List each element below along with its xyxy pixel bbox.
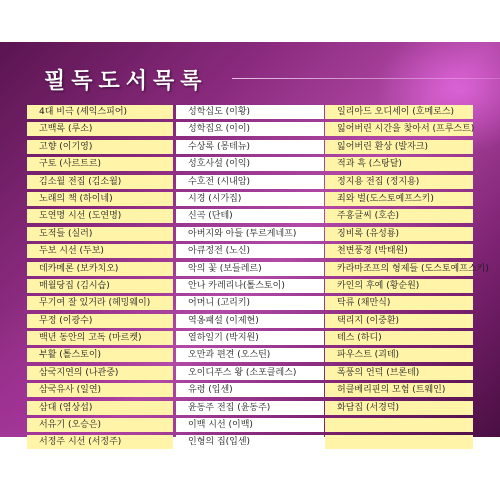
book-item: 삼국유사 (일연) <box>27 383 173 397</box>
book-column-2 <box>176 105 326 453</box>
book-item: 매월당집 (김시습) <box>27 279 173 293</box>
book-item: 정지용 전집 (정지용) <box>325 175 473 189</box>
book-item: 서정주 시선 (서정주) <box>27 435 173 449</box>
book-item: 안나 카레리나(톨스토이) <box>176 279 324 293</box>
book-item <box>325 435 473 449</box>
book-item: 데카메론 (보카치오) <box>27 262 173 276</box>
book-item: 잃어버린 환상 (발자크) <box>325 140 473 154</box>
book-item: 이백 시선 (이백) <box>176 418 324 432</box>
book-item: 서유기 (오승은) <box>27 418 173 432</box>
book-item: 수호전 (시내암) <box>176 175 324 189</box>
book-item <box>325 418 473 432</box>
book-item: 유령 (입센) <box>176 383 324 397</box>
book-item: 성학십도 (이황) <box>176 105 324 119</box>
title-divider <box>232 78 500 79</box>
book-item: 징비록 (유성룡) <box>325 227 473 241</box>
book-item: 적과 흑 (스탕달) <box>325 157 473 171</box>
book-column-1 <box>27 105 177 453</box>
book-item: 역옹패설 (이제현) <box>176 314 324 328</box>
book-item: 악의 꽃 (보들레르) <box>176 262 324 276</box>
book-item: 고백록 (루소) <box>27 122 173 136</box>
book-item: 일리아드 오디세이 (호메로스) <box>325 105 473 119</box>
page-title: 필독도서목록 <box>44 69 208 94</box>
book-item: 4대 비극 (셰익스피어) <box>27 105 173 119</box>
book-item: 화담집 (서경덕) <box>325 401 473 415</box>
book-item: 테스 (하디) <box>325 331 473 345</box>
book-item: 구토 (사르트르) <box>27 157 173 171</box>
booklist-poster <box>0 42 500 448</box>
book-column-3 <box>325 105 489 453</box>
book-item: 삼국지연의 (나관중) <box>27 366 173 380</box>
book-item: 허클베리핀의 모험 (트웨인) <box>325 383 473 397</box>
book-item: 백년 동안의 고독 (마르켓) <box>27 331 173 345</box>
book-item: 노래의 책 (하이네) <box>27 192 173 206</box>
book-item: 무기여 잘 있거라 (헤밍웨이) <box>27 296 173 310</box>
book-item: 파우스트 (괴테) <box>325 348 473 362</box>
book-item: 오이디푸스 왕 (소포클레스) <box>176 366 324 380</box>
book-item: 부활 (톨스토이) <box>27 348 173 362</box>
book-item: 어머니 (고리키) <box>176 296 324 310</box>
book-item: 아버지와 아들 (투르게네프) <box>176 227 324 241</box>
book-item: 무정 (이광수) <box>27 314 173 328</box>
book-item: 수상록 (몽테뉴) <box>176 140 324 154</box>
book-item: 주홍글씨 (호손) <box>325 209 473 223</box>
book-item: 탁류 (채만식) <box>325 296 473 310</box>
book-item: 잃어버린 시간을 찾아서 (프루스트) <box>325 122 473 136</box>
book-item: 시경 (시가집) <box>176 192 324 206</box>
book-item: 신곡 (단테) <box>176 209 324 223</box>
book-item: 성학집요 (이이) <box>176 122 324 136</box>
book-item: 고향 (이기영) <box>27 140 173 154</box>
book-item: 인형의 집(입센) <box>176 435 324 449</box>
book-item: 삼대 (염상섭) <box>27 401 173 415</box>
book-item: 택리지 (이중환) <box>325 314 473 328</box>
book-item: 카라마조프의 형제들 (도스토예프스키) <box>325 262 473 276</box>
book-item: 열하일기 (박지원) <box>176 331 324 345</box>
book-item: 김소월 전집 (김소월) <box>27 175 173 189</box>
book-item: 폭풍의 언덕 (브론테) <box>325 366 473 380</box>
book-item: 윤동주 전집 (윤동주) <box>176 401 324 415</box>
book-item: 도적들 (실러) <box>27 227 173 241</box>
book-item: 도연명 시선 (도연명) <box>27 209 173 223</box>
book-item: 아큐정전 (노신) <box>176 244 324 258</box>
book-item: 오만과 편견 (오스틴) <box>176 348 324 362</box>
book-item: 성호사설 (이익) <box>176 157 324 171</box>
book-item: 두보 시선 (두보) <box>27 244 173 258</box>
book-item: 천변풍경 (박태원) <box>325 244 473 258</box>
book-item: 죄와 벌(도스토예프스키) <box>325 192 473 206</box>
book-item: 카인의 후예 (황순원) <box>325 279 473 293</box>
